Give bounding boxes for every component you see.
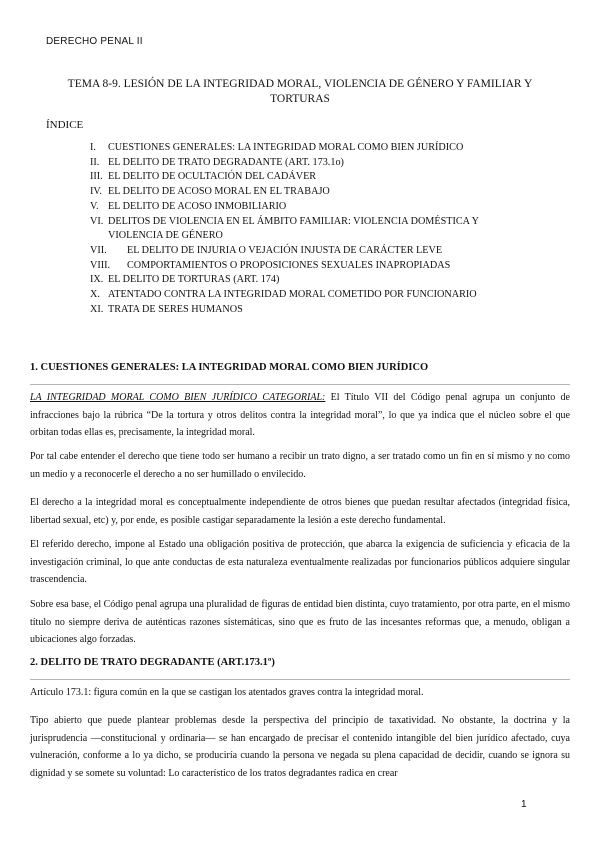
- section-2-heading: 2. DELITO DE TRATO DEGRADANTE (ART.173.1º): [30, 657, 275, 668]
- toc-item: IX. EL DELITO DE TORTURAS (ART. 174): [90, 274, 280, 286]
- document-title: TEMA 8-9. LESIÓN DE LA INTEGRIDAD MORAL, VIOLENCIA DE GÉNERO Y FAMILIAR Y TORTURAS: [67, 78, 533, 105]
- toc-item: I. CUESTIONES GENERALES: LA INTEGRIDAD MORAL COMO BIEN JURÍDICO: [90, 142, 464, 153]
- toc-item: XI. TRATA DE SERES HUMANOS: [90, 303, 243, 315]
- toc-item: VII. EL DELITO DE INJURIA O VEJACIÓN INJUSTA DE CARÁCTER LEVE: [90, 244, 443, 256]
- paragraph: LA INTEGRIDAD MORAL COMO BIEN JURÍDICO CATEGORIAL: El Título VII del Código penal agrupa un conjunto de infracciones bajo la rúbrica “De la tortura y otros delitos contra la integridad moral”, lo que ya indica que el núcleo sobre el que orbitan todas ellas es, precisamente, la integridad moral.: [30, 392, 570, 438]
- paragraph: Sobre esa base, el Código penal agrupa una pluralidad de figuras de entidad bien distinta, cuyo tratamiento, por otra parte, en el mismo título no siempre deriva de auténticas razones sistemáticas, sino que es fruto de las incesantes reformas que, a menudo, obligan a ubicaciones algo forzadas.: [30, 599, 570, 645]
- paragraph: El referido derecho, impone al Estado una obligación positiva de protección, que abarca la exigencia de suficiencia y eficacia de la investigación criminal, lo que ante conductas de esta naturaleza eventualmente realizadas por funcionarios públicos adquiere singular trascendencia.: [30, 539, 570, 585]
- table-of-contents: [90, 141, 530, 317]
- toc-item: II. EL DELITO DE TRATO DEGRADANTE (ART. 173.1o): [90, 156, 344, 168]
- toc-item: V. EL DELITO DE ACOSO INMOBILIARIO: [90, 200, 287, 212]
- document-header: DERECHO PENAL II: [46, 36, 143, 47]
- toc-item: X. ATENTADO CONTRA LA INTEGRIDAD MORAL COMETIDO POR FUNCIONARIO: [90, 289, 477, 301]
- toc-item: VI. DELITOS DE VIOLENCIA EN EL ÁMBITO FAMILIAR: VIOLENCIA DOMÉSTICA Y VIOLENCIA DE GÉNERO: [90, 215, 479, 242]
- toc-item: IV. EL DELITO DE ACOSO MORAL EN EL TRABAJO: [90, 186, 330, 198]
- toc-item: VIII. COMPORTAMIENTOS O PROPOSICIONES SEXUALES INAPROPIADAS: [90, 259, 451, 271]
- toc-item: III. EL DELITO DE OCULTACIÓN DEL CADÁVER: [90, 171, 317, 183]
- section-1-rule: [30, 384, 570, 385]
- page-number: 1: [521, 799, 527, 810]
- paragraph: Tipo abierto que puede plantear problemas desde la perspectiva del principio de taxatividad. No obstante, la doctrina y la jurisprudencia —constitucional y ordinaria— se han encargado de precisar el contenido intangible del bien jurídico afectado, cuya vulneración, conforme a lo ya dicho, se produciría cuando la persona ve negada su plena capacidad de decidir, cuando se ignora su dignidad y se somete su voluntad: Lo característico de los tratos degradantes radica en crear: [30, 715, 570, 779]
- paragraph: El derecho a la integridad moral es conceptualmente independiente de otros bienes que puedan resultar afectados (integridad física, libertad sexual, etc) y, por ende, es posible castigar separadamente la lesión a este derecho fundamental.: [30, 497, 570, 526]
- section-1-heading: 1. CUESTIONES GENERALES: LA INTEGRIDAD MORAL COMO BIEN JURÍDICO: [30, 362, 429, 373]
- paragraph: Por tal cabe entender el derecho que tiene todo ser humano a recibir un trato digno, a ser tratado como un fin en sí mismo y no como un medio y a reconocerle el derecho a no ser humillado o envilecido.: [30, 451, 570, 480]
- paragraph-lead: LA INTEGRIDAD MORAL COMO BIEN JURÍDICO CATEGORIAL:: [30, 392, 326, 403]
- paragraph: Artículo 173.1: figura común en la que se castigan los atentados graves contra la integridad moral.: [30, 687, 424, 698]
- index-heading: ÍNDICE: [46, 119, 84, 131]
- section-2-rule: [30, 679, 570, 680]
